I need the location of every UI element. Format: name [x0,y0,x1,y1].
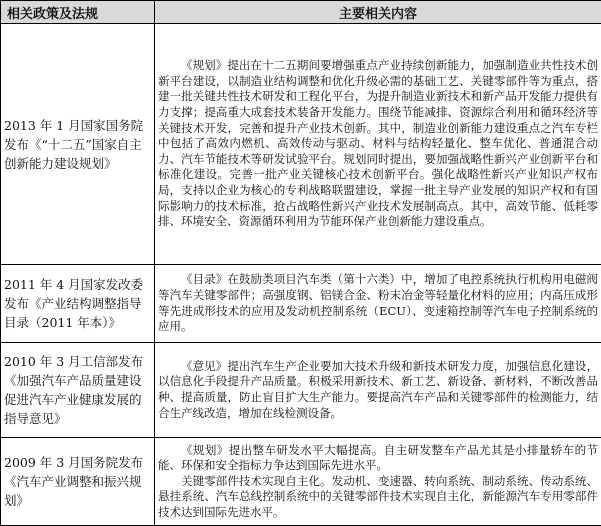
policy-cell: 2011 年 4 月国家发改委发布《产业结构调整指导目录（2011 年本）》 [1,265,155,343]
content-cell [155,24,601,265]
content-paragraph: 《规划》提出在十二五期间要增强重点产业持续创新能力，加强制造业共性技术创新平台建设，以制造业结构调整和优化升级必需的基础工艺、关键零部件等为重点，搭建一批关键共性技术研发和工程化平台，为提升制造业新技术和新产品开发能力提供有力支撑；提高重大成套技术装备开发能力。围绕节能减排、资源综合利用和循环经济等关键技术开发，完善和提升产业技术创新。其中，制造业创新能力建设重点之汽车专栏中包括了高效内燃机、高效传动与驱动、材料与结构轻量化、整车优化、普通混合动力、汽车节能技术等研发试验平台。规划同时提出，要加强战略性新兴产业创新平台和标准化建设。完善一批产业关键核心技术创新平台。强化战略性新兴产业知识产权布局，支持以企业为核心的专利战略联盟建设，掌握一批主导产业发展的知识产权和有国际影响力的技术标准，抢占战略性新兴产业技术发展制高点。其中，高效节能、低耗零排、环境安全、资源循环利用为节能环保产业创新能力建设重点。 [158,58,598,230]
table-header-row [1,1,601,24]
header-policy: 相关政策及法规 [1,1,155,24]
content-paragraph: 《意见》提出汽车生产企业要加大技术升级和新技术研发力度，加强信息化建设，以信息化手段提升产品质量。积极采用新技术、新工艺、新设备、新材料，不断改善品种、提高质量，防止盲目扩大生产能力。要提高汽车产品和关键零部件的检测能力，结合生产线改造，增加在线检测设备。 [158,359,598,421]
content-paragraph: 关键零部件技术实现自主化。发动机、变速器、转向系统、制动系统、传动系统、悬挂系统、汽车总线控制系统中的关键零部件技术实现自主化，新能源汽车专用零部件技术达到国际先进水平。 [158,474,598,521]
table-row [1,265,601,343]
policy-cell: 2013 年 1 月国家国务院发布《“十二五”国家自主创新能力建设规划》 [1,24,155,265]
policy-cell: 2009 年 3 月国务院发布《汽车产业调整和振兴规划》 [1,438,155,526]
content-paragraph: 《目录》在鼓励类项目汽车类（第十六类）中，增加了电控系统执行机构用电磁阀等汽车关键零部件；高强度钢、铝镁合金、粉末冶金等轻量化材料的应用；内高压成形等先进成形技术的应用及发动机控制系统（ECU）、变速箱控制等汽车电子控制系统的应用。 [158,272,598,334]
policy-cell: 2010 年 3 月工信部发布《加强汽车产品质量建设促进汽车产业健康发展的指导意见》 [1,343,155,438]
content-cell [155,438,601,526]
content-paragraph: 《规划》提出整车研发水平大幅提高。自主研发整车产品尤其是小排量轿车的节能、环保和安全指标力争达到国际先进水平。 [158,443,598,474]
table-row [1,438,601,526]
content-cell [155,265,601,343]
content-cell [155,343,601,438]
header-content: 主要相关内容 [155,1,601,24]
table-row [1,24,601,265]
table-row [1,343,601,438]
